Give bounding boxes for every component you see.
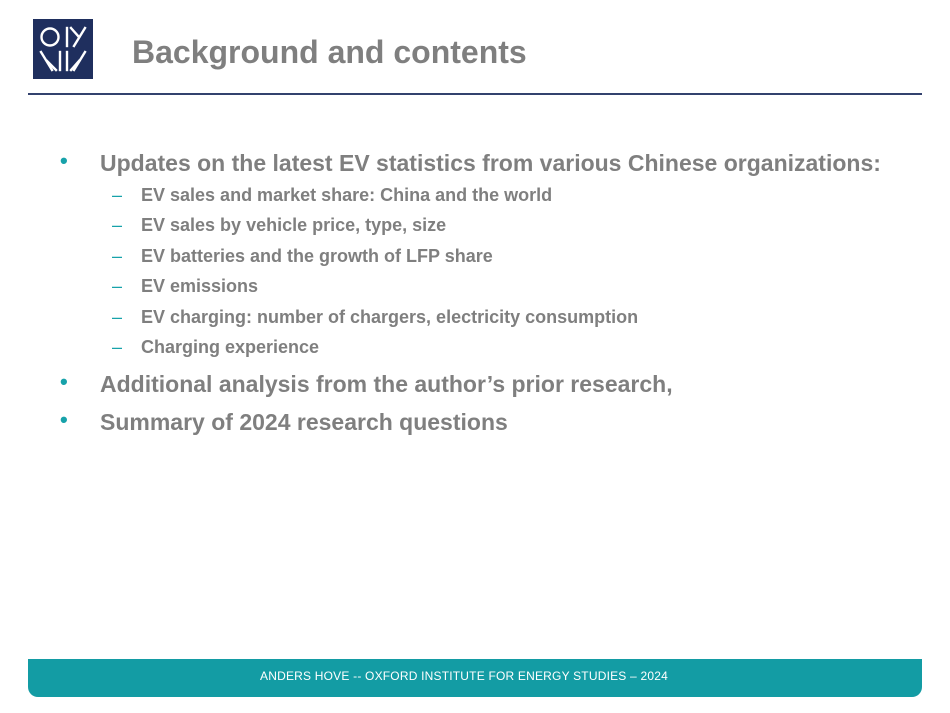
bullet-icon: • bbox=[60, 369, 68, 394]
sub-bullet-text: EV batteries and the growth of LFP share bbox=[141, 246, 493, 266]
dash-icon: – bbox=[112, 307, 123, 327]
sub-bullet-text: EV emissions bbox=[141, 276, 259, 296]
footer-bar bbox=[28, 659, 922, 697]
page-title: Background and contents bbox=[132, 34, 527, 70]
bullet-text: Updates on the latest EV statistics from various Chinese organizations: bbox=[100, 150, 881, 176]
bullet-icon: • bbox=[60, 407, 68, 432]
sub-bullet-text: EV sales by vehicle price, type, size bbox=[141, 215, 447, 235]
dash-icon: – bbox=[112, 337, 123, 357]
sub-bullet-text: Charging experience bbox=[141, 337, 320, 357]
dash-icon: – bbox=[112, 215, 123, 235]
footer-text: ANDERS HOVE -- OXFORD INSTITUTE FOR ENERGY STUDIES – 2024 bbox=[260, 669, 668, 683]
bullet-text: Summary of 2024 research questions bbox=[100, 409, 508, 435]
title-divider bbox=[28, 93, 922, 95]
oies-logo-icon bbox=[33, 19, 93, 79]
sub-bullet-text: EV sales and market share: China and the world bbox=[141, 185, 553, 205]
sub-bullet-text: EV charging: number of chargers, electricity consumption bbox=[141, 307, 639, 327]
bullet-text: Additional analysis from the author’s prior research, bbox=[100, 371, 673, 397]
dash-icon: – bbox=[112, 185, 123, 205]
dash-icon: – bbox=[112, 246, 123, 266]
dash-icon: – bbox=[112, 276, 123, 296]
bullet-icon: • bbox=[60, 148, 68, 173]
